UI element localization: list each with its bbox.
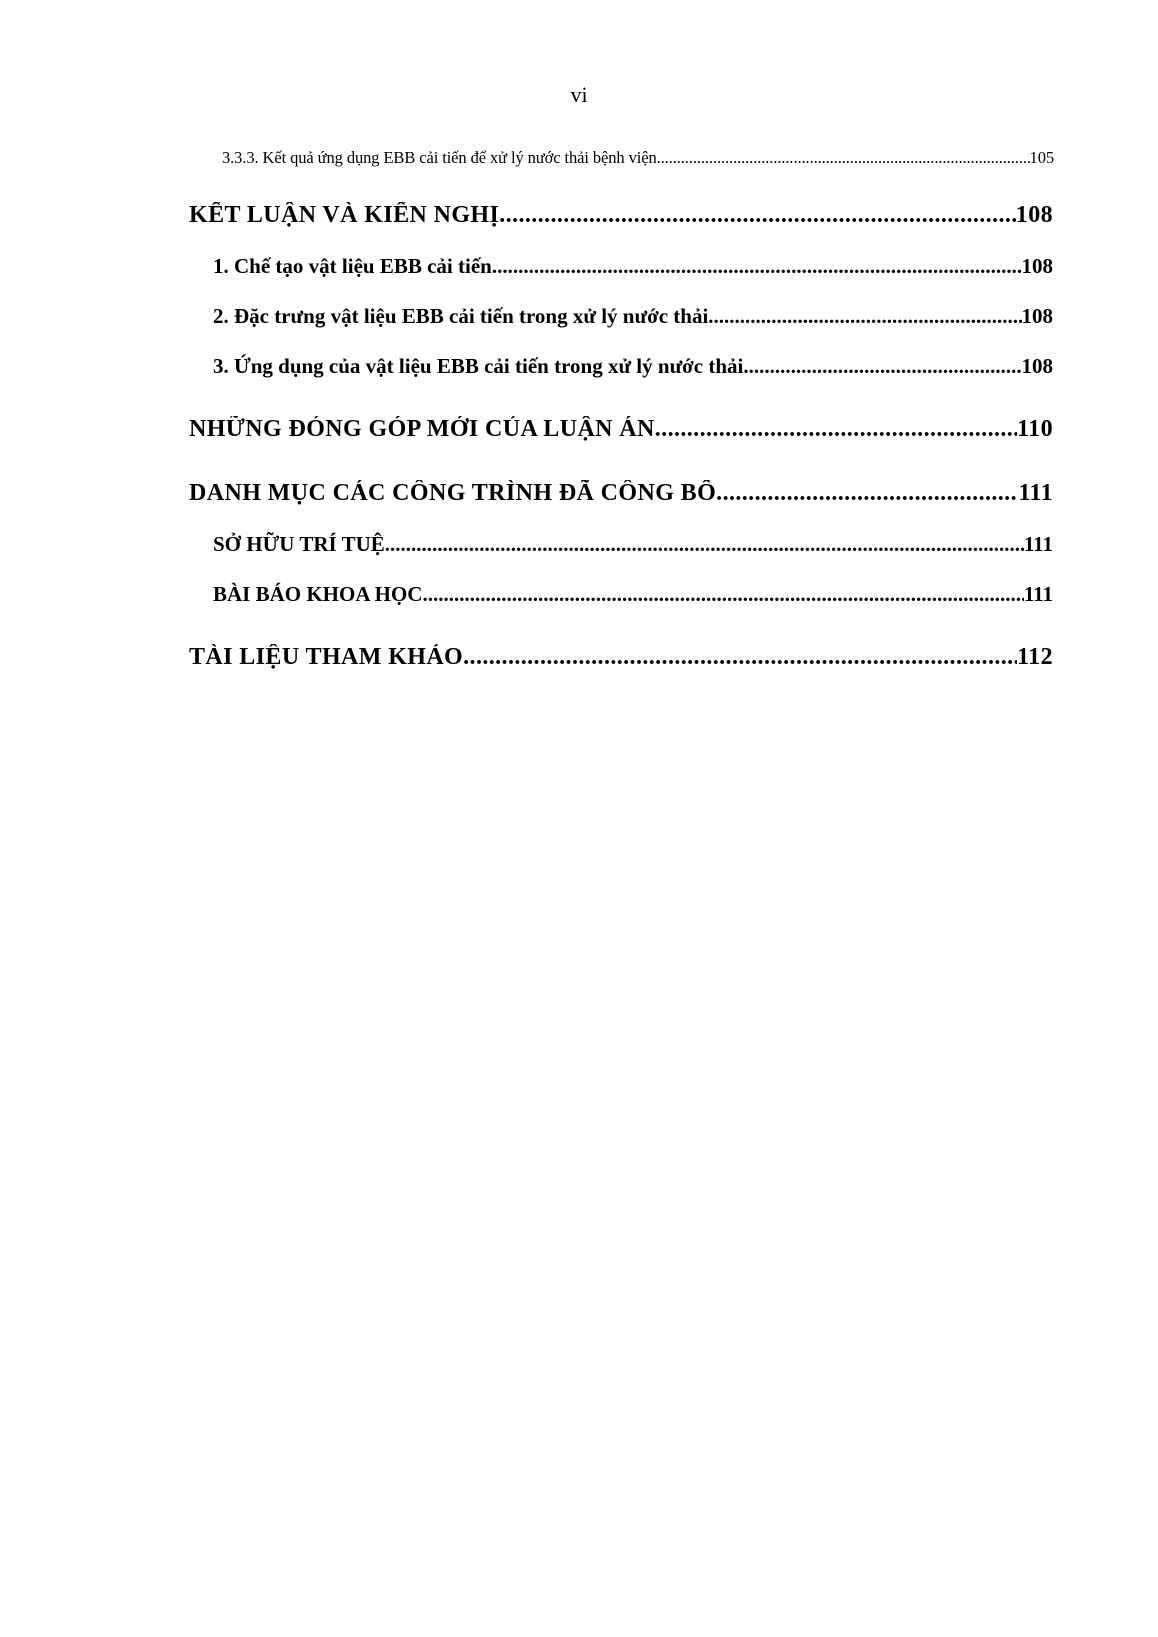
toc-dot-leader bbox=[655, 416, 1017, 443]
toc-entry-title: TÀI LIỆU THAM KHẢO bbox=[189, 644, 464, 670]
toc-dot-leader bbox=[422, 582, 1023, 607]
toc-entry-ket-luan[interactable] bbox=[189, 202, 1053, 229]
toc-entry-page: 108 bbox=[1015, 202, 1053, 228]
toc-entry-bai-bao-khoa-hoc[interactable] bbox=[213, 582, 1053, 607]
toc-dot-leader bbox=[463, 644, 1017, 671]
toc-entry-title: 3.3.3. Kết quả ứng dụng EBB cải tiến để xử lý nước thải bệnh viện bbox=[222, 148, 657, 167]
toc-entry-title: NHỮNG ĐÓNG GÓP MỚI CỦA LUẬN ÁN bbox=[189, 416, 655, 442]
toc-entry-page: 110 bbox=[1017, 416, 1053, 442]
toc-entry-dong-gop-moi[interactable] bbox=[189, 416, 1053, 443]
toc-entry-page: 108 bbox=[1021, 354, 1053, 378]
toc-dot-leader bbox=[499, 202, 1016, 229]
toc-dot-leader bbox=[743, 354, 1021, 379]
page-number: vi bbox=[570, 82, 588, 107]
toc-dot-leader bbox=[385, 532, 1024, 557]
toc-entry-title: 1. Chế tạo vật liệu EBB cải tiến bbox=[213, 254, 492, 278]
toc-dot-leader bbox=[492, 254, 1022, 279]
toc-entry-page: 108 bbox=[1021, 254, 1053, 278]
toc-entry-title: KẾT LUẬN VÀ KIẾN NGHỊ bbox=[189, 202, 500, 228]
toc-entry-page: 111 bbox=[1023, 532, 1053, 556]
toc-entry-page: 105 bbox=[1029, 148, 1054, 167]
toc-dot-leader bbox=[657, 148, 1030, 168]
toc-entry-che-tao[interactable] bbox=[213, 254, 1053, 279]
toc-entry-title: DANH MỤC CÁC CÔNG TRÌNH ĐÃ CÔNG BỐ bbox=[189, 480, 717, 506]
toc-entry-page: 111 bbox=[1023, 582, 1053, 606]
toc-dot-leader bbox=[716, 480, 1018, 507]
toc-entry-ung-dung[interactable] bbox=[213, 354, 1053, 379]
toc-entry-title: SỞ HỮU TRÍ TUỆ bbox=[213, 532, 385, 556]
toc-entry-page: 111 bbox=[1018, 480, 1053, 506]
toc-entry-title: BÀI BÁO KHOA HỌC bbox=[213, 582, 423, 606]
toc-entry-page: 108 bbox=[1021, 304, 1053, 328]
toc-entry-3-3-3[interactable] bbox=[222, 148, 1054, 168]
toc-entry-title: 3. Ứng dụng của vật liệu EBB cải tiến trong xử lý nước thải bbox=[213, 354, 744, 378]
toc-entry-dac-trung[interactable] bbox=[213, 304, 1053, 329]
toc-entry-so-huu-tri-tue[interactable] bbox=[213, 532, 1053, 557]
toc-entry-title: 2. Đặc trưng vật liệu EBB cải tiến trong xử lý nước thải bbox=[213, 304, 709, 328]
toc-entry-page: 112 bbox=[1017, 644, 1053, 670]
toc-entry-danh-muc-cong-trinh[interactable] bbox=[189, 480, 1053, 507]
toc-entry-tai-lieu-tham-khao[interactable] bbox=[189, 644, 1053, 671]
toc-dot-leader bbox=[708, 304, 1021, 329]
